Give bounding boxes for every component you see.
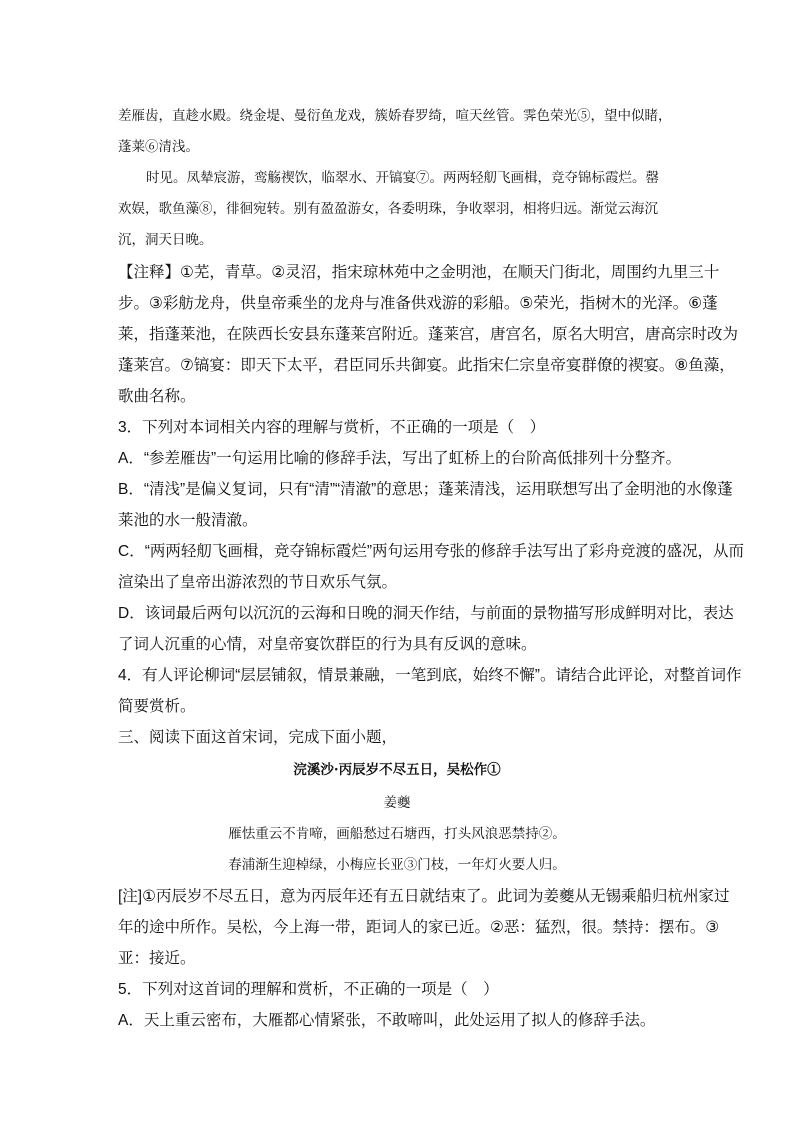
q3-option-d: D．该词最后两句以沉沉的云海和日晚的洞天作结，与前面的景物描写形成鲜明对比，表达 [118, 605, 734, 622]
section-heading: 三、阅读下面这首宋词，完成下面小题， [118, 729, 398, 746]
q5-option-a: A．天上重云密布，大雁都心情紧张，不敢啼叫，此处运用了拟人的修辞手法。 [118, 1012, 656, 1029]
poem-note-line: [注]①丙辰岁不尽五日，意为丙辰年还有五日就结束了。此词为姜夔从无锡乘船归杭州家过 [118, 888, 730, 905]
poem-note-line: 年的途中所作。吴松，今上海一带，距词人的家已近。②恶：猛烈，很。禁持：摆布。③ [118, 919, 720, 936]
annotation-line: 步。③彩舫龙舟，供皇帝乘坐的龙舟与准备供戏游的彩船。⑤荣光，指树木的光泽。⑥蓬 [118, 295, 718, 312]
question-4-stem: 4．有人评论柳词“层层铺叙，情景兼融，一笔到底，始终不懈”。请结合此评论，对整首词作 [118, 667, 742, 684]
poem-line: 春浦渐生迎棹绿，小梅应长亚③门枝，一年灯火要人归。 [228, 857, 566, 873]
annotation-line: 莱，指蓬莱池，在陕西长安县东蓬莱宫附近。蓬莱宫，唐宫名，原名大明宫，唐高宗时改为 [118, 326, 739, 343]
annotation-line: 歌曲名称。 [118, 388, 196, 405]
annotation-line: 【注释】①芜，青草。②灵沼，指宋琼林苑中之金明池，在顺天门街北，周围约九里三十 [118, 264, 720, 281]
q3-option-c-cont: 渲染出了皇帝出游浓烈的节日欢乐气氛。 [118, 574, 398, 591]
question-5-stem: 5．下列对这首词的理解和赏析，不正确的一项是（ ） [118, 981, 499, 998]
poem-line: 蓬莱⑥清浅。 [118, 139, 199, 155]
poem-line: 雁怯重云不肯啼，画船愁过石塘西，打头风浪恶禁持②。 [228, 826, 566, 842]
q3-option-b-cont: 莱池的水一般清澈。 [118, 512, 258, 529]
poem-note-line: 亚：接近。 [118, 950, 196, 967]
q3-option-d-cont: 了词人沉重的心情，对皇帝宴饮群臣的行为具有反讽的意味。 [118, 636, 537, 653]
q3-option-c: C．“两两轻舠飞画楫，竞夺锦标霞烂”两句运用夸张的修辞手法写出了彩舟竞渡的盛况，从而 [118, 543, 745, 560]
question-3-stem: 3．下列对本词相关内容的理解与赏析，不正确的一项是（ ） [118, 419, 546, 436]
question-4-stem-cont: 简要赏析。 [118, 698, 196, 715]
poem-author: 姜夔 [383, 795, 411, 811]
poem-title: 浣溪沙·丙辰岁不尽五日，吴松作① [293, 762, 501, 778]
q3-option-a: A．“参差雁齿”一句运用比喻的修辞手法，写出了虹桥上的台阶高低排列十分整齐。 [118, 450, 682, 467]
poem-line: 时见。凤辇宸游，鸾觞禊饮，临翠水、开镐宴⑦。两两轻舠飞画楫，竞夺锦标霞烂。罄 [146, 170, 659, 186]
poem-line: 差雁齿，直趁水殿。绕金堤、曼衍鱼龙戏，簇娇春罗绮，喧天丝管。霁色荣光⑤，望中似睹， [118, 108, 672, 124]
poem-line: 欢娱，歌鱼藻⑧，徘徊宛转。别有盈盈游女，各委明珠，争收翠羽，相将归远。渐觉云海沉 [118, 201, 658, 217]
annotation-line: 蓬莱宫。⑦镐宴：即天下太平，君臣同乐共御宴。此指宋仁宗皇帝宴群僚的禊宴。⑧鱼藻， [118, 357, 735, 374]
q3-option-b: B．“清浅”是偏义复词，只有“清”“清澈”的意思；蓬莱清浅，运用联想写出了金明池的水像蓬 [118, 481, 733, 498]
poem-line: 沉，洞天日晚。 [118, 232, 213, 248]
